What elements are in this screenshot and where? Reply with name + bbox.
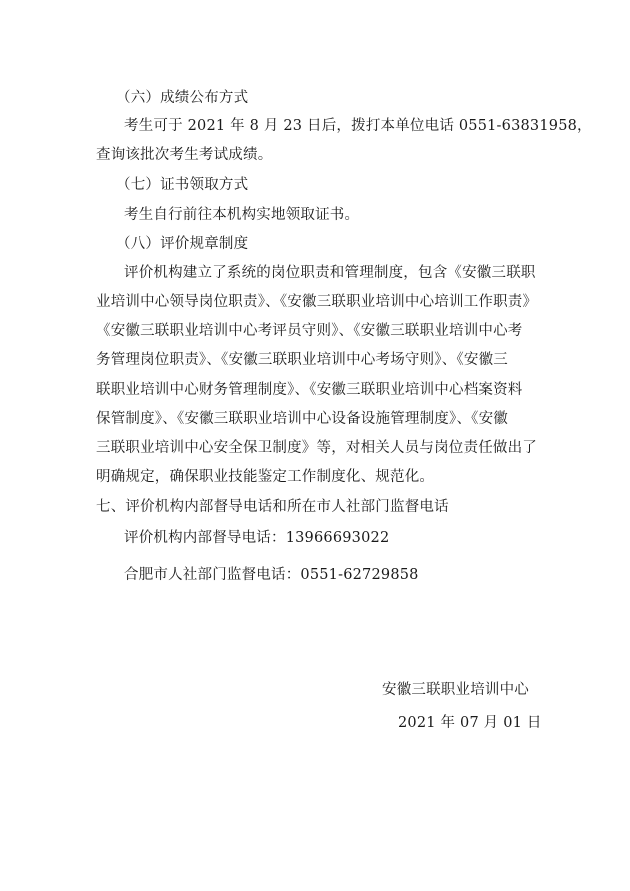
signature-org: 安徽三联职业培训中心 bbox=[382, 682, 529, 698]
section-7-body: 考生自行前往本机构实地领取证书。 bbox=[124, 207, 360, 223]
internal-supervision-phone: 评价机构内部督导电话：13966693022 bbox=[124, 530, 390, 546]
section-8-body-line: 明确规定，确保职业技能鉴定工作制度化、规范化。 bbox=[96, 469, 435, 485]
section-8-body-line: 《安徽三联职业培训中心考评员守则》、《安徽三联职业培训中心考 bbox=[96, 323, 523, 339]
section-8-heading: （八）评价规章制度 bbox=[116, 236, 249, 252]
section-6-body-line-2: 查询该批次考生考试成绩。 bbox=[96, 147, 273, 163]
section-8-body-line: 业培训中心领导岗位职责》、《安徽三联职业培训中心培训工作职责》 bbox=[96, 294, 538, 310]
section-6-heading: （六）成绩公布方式 bbox=[116, 90, 249, 106]
section-8-body-line: 务管理岗位职责》、《安徽三联职业培训中心考场守则》、《安徽三 bbox=[96, 352, 508, 368]
section-8-body-line: 评价机构建立了系统的岗位职责和管理制度，包含《安徽三联职 bbox=[124, 265, 536, 281]
section-8-body-line: 联职业培训中心财务管理制度》、《安徽三联职业培训中心档案资料 bbox=[96, 382, 523, 398]
section-8-body-line: 保管制度》、《安徽三联职业培训中心设备设施管理制度》、《安徽 bbox=[96, 411, 508, 427]
city-supervision-phone: 合肥市人社部门监督电话：0551-62729858 bbox=[124, 567, 419, 583]
section-6-body-line-1: 考生可于 2021 年 8 月 23 日后，拨打本单位电话 0551-63831958， bbox=[124, 118, 592, 134]
section-8-body-line: 三联职业培训中心安全保卫制度》等，对相关人员与岗位责任做出了 bbox=[96, 440, 537, 456]
signature-date: 2021 年 07 月 01 日 bbox=[398, 715, 542, 731]
section-7-heading: （七）证书领取方式 bbox=[116, 177, 249, 193]
section-seven-heading: 七、评价机构内部督导电话和所在市人社部门监督电话 bbox=[96, 499, 449, 515]
